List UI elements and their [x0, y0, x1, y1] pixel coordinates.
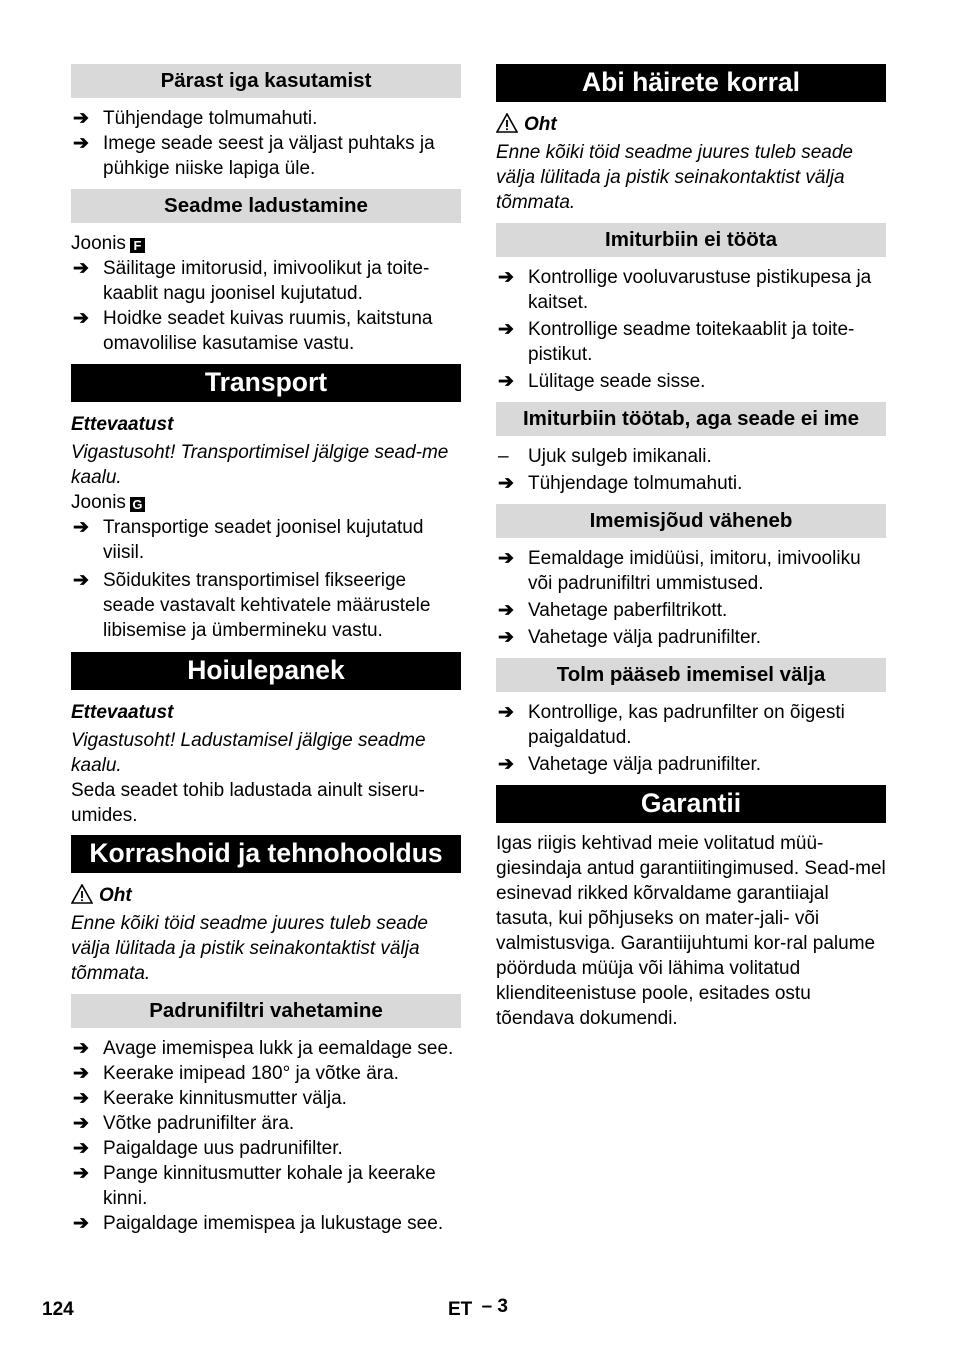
list-item: ➔ Säilitage imitorusid, imivoolikut ja toite-kaablit nagu joonisel kujutatud. — [73, 258, 430, 304]
arrow-icon: ➔ — [498, 627, 514, 648]
trouble-danger-label: Oht — [496, 112, 886, 137]
transport-heading: Transport — [71, 364, 461, 402]
list-item: ➔ Transportige seadet joonisel kujutatud viisil. — [73, 517, 424, 563]
arrow-icon: ➔ — [498, 600, 514, 621]
left-column — [71, 64, 461, 1236]
list-item: ➔ Võtke padrunifilter ära. — [73, 1113, 295, 1134]
list-item: ➔ Imege seade seest ja väljast puhtaks ja pühkige niiske lapiga üle. — [73, 133, 435, 179]
arrow-icon: ➔ — [498, 267, 514, 288]
list-item: ➔ Kontrollige seadme toitekaablit ja toite-pistikut. — [498, 319, 855, 365]
list-item: ➔ Vahetage välja padrunifilter. — [498, 627, 762, 648]
list-item: ➔ Paigaldage imemispea ja lukustage see. — [73, 1213, 444, 1234]
list-item: – Ujuk sulgeb imikanali. — [498, 446, 712, 467]
list-item: ➔ Kontrollige vooluvarustuse pistikupesa ja kaitset. — [498, 267, 872, 313]
arrow-icon: ➔ — [73, 258, 89, 279]
suction-drops-heading: Imemisjõud väheneb — [496, 504, 886, 538]
transport-caution-text: Vigastusoht! Transportimisel jälgige sead-me kaalu. — [71, 442, 449, 488]
warning-icon — [496, 113, 518, 133]
filter-steps — [71, 1036, 461, 1236]
arrow-icon: ➔ — [73, 308, 89, 329]
list-item: ➔ Keerake imipead 180° ja võtke ära. — [73, 1063, 399, 1084]
figure-g-icon: G — [130, 497, 145, 512]
hoiulepanek-caution-label: Ettevaatust — [71, 702, 174, 723]
no-run-steps — [496, 265, 886, 394]
list-item: ➔ Vahetage välja padrunifilter. — [498, 754, 762, 775]
storage-steps — [71, 256, 461, 356]
arrow-icon: ➔ — [498, 319, 514, 340]
arrow-icon: ➔ — [498, 754, 514, 775]
runs-no-suction-items — [496, 444, 886, 496]
arrow-icon: ➔ — [73, 1088, 89, 1109]
list-item: ➔ Keerake kinnitusmutter välja. — [73, 1088, 347, 1109]
arrow-icon: ➔ — [498, 702, 514, 723]
hoiulepanek-text: Seda seadet tohib ladustada ainult siseru-umides. — [71, 780, 425, 826]
list-item: ➔ Hoidke seadet kuivas ruumis, kaitstuna omavolilise kasutamise vastu. — [73, 308, 433, 354]
arrow-icon: ➔ — [73, 517, 89, 538]
list-item: ➔ Pange kinnitusmutter kohale ja keerake kinni. — [73, 1163, 436, 1209]
list-item: ➔ Eemaldage imidüüsi, imitoru, imivooliku või padrunifiltri ummistused. — [498, 548, 861, 594]
arrow-icon: ➔ — [498, 371, 514, 392]
list-item: ➔ Lülitage seade sisse. — [498, 371, 706, 392]
right-column — [496, 64, 886, 1031]
list-item: ➔ Tühjendage tolmumahuti. — [498, 473, 743, 494]
arrow-icon: ➔ — [73, 1138, 89, 1159]
figure-f-icon: F — [130, 238, 145, 253]
arrow-icon: ➔ — [498, 473, 514, 494]
arrow-icon: ➔ — [73, 1038, 89, 1059]
list-item: ➔ Kontrollige, kas padrunfilter on õigesti paigaldatud. — [498, 702, 845, 748]
dust-escapes-steps — [496, 700, 886, 777]
warranty-text: Igas riigis kehtivad meie volitatud müü-giesindaja antud garantiitingimused. Sead-mel esinevad rikked kõrvaldame garantiiajal tasuta, kui põhjuseks on mater-jali- või valmistusviga. Garantiijuhtumi kor-ral palume pöörduda müüja või lähima volitatud klienditeenistuse poole, esitades ostu tõendava dokumendi. — [496, 833, 886, 1029]
transport-figure-ref: Joonis G — [71, 490, 461, 515]
list-item: ➔ Vahetage paberfiltrikott. — [498, 600, 728, 621]
suction-drops-steps — [496, 546, 886, 650]
arrow-icon: ➔ — [73, 1113, 89, 1134]
hoiulepanek-caution-text: Vigastusoht! Ladustamisel jälgige seadme kaalu. — [71, 730, 426, 776]
maintenance-heading: Korrashoid ja tehnohooldus — [71, 835, 461, 873]
arrow-icon: ➔ — [73, 1213, 89, 1234]
after-use-heading: Pärast iga kasutamist — [71, 64, 461, 98]
hoiulepanek-heading: Hoiulepanek — [71, 652, 461, 690]
storage-figure-ref: Joonis F — [71, 231, 461, 256]
storage-heading: Seadme ladustamine — [71, 189, 461, 223]
page-number: 124 — [42, 1299, 74, 1320]
arrow-icon: ➔ — [73, 570, 89, 591]
arrow-icon: ➔ — [73, 108, 89, 129]
maintenance-danger-label: Oht — [71, 883, 461, 908]
trouble-heading: Abi häirete korral — [496, 64, 886, 102]
arrow-icon: ➔ — [73, 133, 89, 154]
arrow-icon: ➔ — [73, 1063, 89, 1084]
footer-section-number: – 3 — [481, 1296, 508, 1317]
footer-lang: ET — [448, 1299, 473, 1320]
dust-escapes-heading: Tolm pääseb imemisel välja — [496, 658, 886, 692]
warning-icon — [71, 884, 93, 904]
transport-steps — [71, 515, 461, 643]
transport-caution-label: Ettevaatust — [71, 414, 174, 435]
after-use-steps — [71, 106, 461, 181]
maintenance-danger-text: Enne kõiki töid seadme juures tuleb seade välja lülitada ja pistik seinakontaktist välja tõmmata. — [71, 913, 429, 984]
dash-icon: – — [498, 446, 509, 467]
no-run-heading: Imiturbiin ei tööta — [496, 223, 886, 257]
list-item: ➔ Sõidukites transportimisel fikseerige seade vastavalt kehtivatele määrustele libisemise ja ümbermineku vastu. — [73, 570, 431, 641]
footer-section — [448, 1297, 508, 1322]
list-item: ➔ Tühjendage tolmumahuti. — [73, 108, 318, 129]
trouble-danger-text: Enne kõiki töid seadme juures tuleb seade välja lülitada ja pistik seinakontaktist välja tõmmata. — [496, 142, 854, 213]
warranty-heading: Garantii — [496, 785, 886, 823]
filter-heading: Padrunifiltri vahetamine — [71, 994, 461, 1028]
list-item: ➔ Avage imemispea lukk ja eemaldage see. — [73, 1038, 454, 1059]
arrow-icon: ➔ — [498, 548, 514, 569]
runs-no-suction-heading: Imiturbiin töötab, aga seade ei ime — [496, 402, 886, 436]
list-item: ➔ Paigaldage uus padrunifilter. — [73, 1138, 343, 1159]
arrow-icon: ➔ — [73, 1163, 89, 1184]
